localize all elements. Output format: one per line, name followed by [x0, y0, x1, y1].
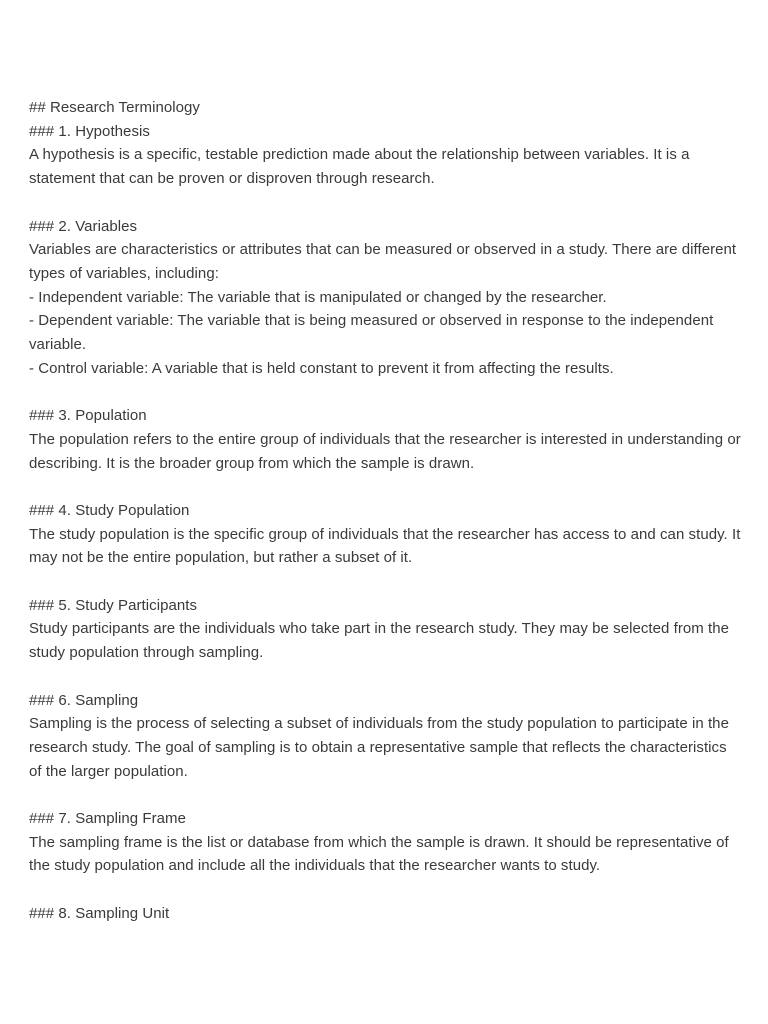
section-sampling-frame: [29, 807, 741, 878]
section-paragraph: Study participants are the individuals who take part in the research study. They may be selected from the study population through sampling.: [29, 620, 734, 662]
list-item: - Independent variable: The variable that is manipulated or changed by the researcher.: [29, 288, 607, 306]
spacer: [29, 380, 741, 404]
section-paragraph: Variables are characteristics or attributes that can be measured or observed in a study. There are different types of variables, including:: [29, 241, 741, 282]
section-title: ### 5. Study Participants: [29, 596, 198, 614]
document-heading: ## Research Terminology: [29, 99, 200, 116]
section-hypothesis: [29, 120, 741, 191]
section-paragraph: The study population is the specific group of individuals that the researcher has access to and can study. It may not be the entire population, but rather a subset of it.: [29, 525, 745, 567]
section-title: ### 2. Variables: [29, 217, 138, 235]
spacer: [29, 570, 741, 594]
spacer: [29, 878, 741, 902]
spacer: [29, 191, 741, 215]
section-title: ### 1. Hypothesis: [29, 122, 150, 140]
section-paragraph: The sampling frame is the list or database from which the sample is drawn. It should be representative of the study population and include all the individuals that the researcher wants to study.: [29, 833, 733, 875]
section-title: ### 7. Sampling Frame: [29, 810, 186, 827]
section-title: ### 4. Study Population: [29, 501, 190, 519]
section-title: ### 3. Population: [29, 407, 147, 425]
spacer: [29, 475, 741, 499]
list-item: - Dependent variable: The variable that is being measured or observed in response to the independent variable.: [29, 312, 718, 354]
section-variables: [29, 215, 741, 381]
list-item: - Control variable: A variable that is held constant to prevent it from affecting the results.: [29, 359, 614, 377]
section-sampling: [29, 689, 741, 784]
document-body: [29, 96, 745, 926]
section-population: [29, 404, 745, 475]
spacer: [29, 783, 741, 807]
section-paragraph: The population refers to the entire group of individuals that the researcher is interested in understanding or describing. It is the broader group from which the sample is drawn.: [29, 430, 745, 472]
section-paragraph: A hypothesis is a specific, testable prediction made about the relationship between variables. It is a statement that can be proven or disproven through research.: [29, 146, 694, 188]
section-sampling-unit: [29, 902, 741, 926]
section-title: ### 6. Sampling: [29, 691, 139, 709]
section-study-population: [29, 499, 745, 570]
spacer: [29, 665, 741, 689]
section-study-participants: [29, 594, 741, 665]
section-title: ### 8. Sampling Unit: [29, 904, 170, 922]
section-paragraph: Sampling is the process of selecting a subset of individuals from the study population to participate in the research study. The goal of sampling is to obtain a representative sample that reflects the characteristics of the larger population.: [29, 715, 734, 780]
